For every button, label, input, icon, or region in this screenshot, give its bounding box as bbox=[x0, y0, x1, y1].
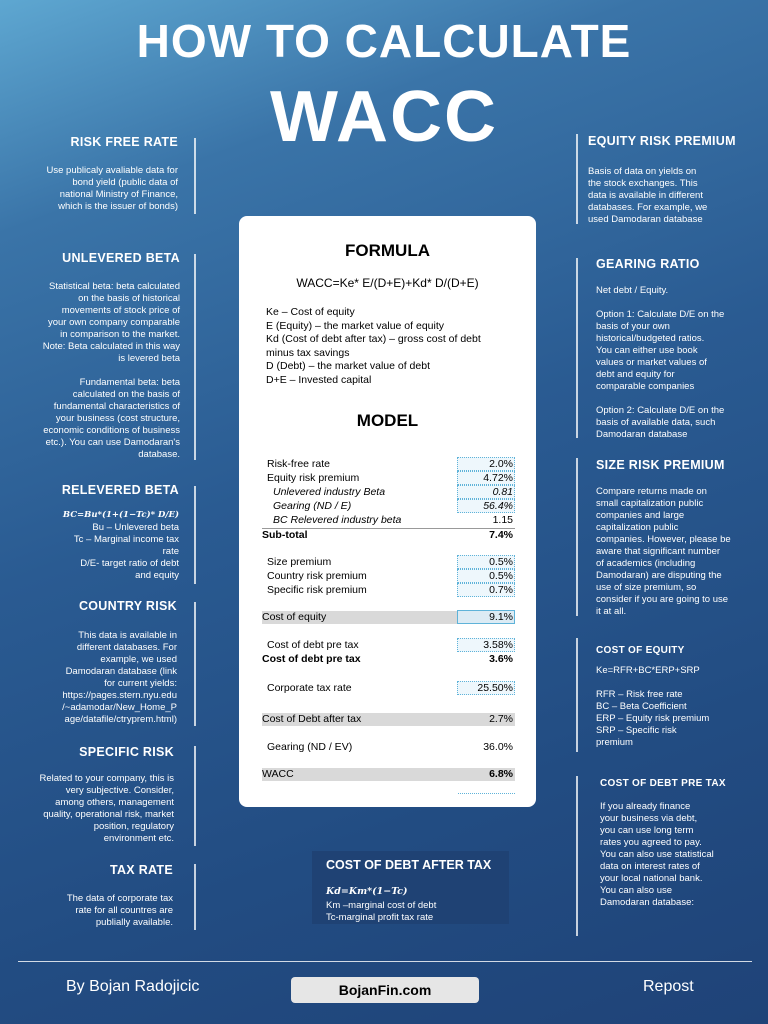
section-country-risk bbox=[20, 599, 177, 726]
table-row bbox=[262, 500, 515, 513]
row-value: 9.1% bbox=[489, 611, 513, 623]
divider bbox=[194, 254, 196, 460]
table-row bbox=[262, 514, 515, 527]
row-label: Unlevered industry Beta bbox=[273, 486, 386, 498]
divider bbox=[194, 602, 196, 726]
section-tax-rate bbox=[20, 863, 173, 929]
section-title: EQUITY RISK PREMIUM bbox=[588, 134, 736, 148]
wacc-formula: WACC=Ke* E/(D+E)+Kd* D/(D+E) bbox=[296, 276, 479, 290]
dotted-cell-border bbox=[458, 793, 515, 794]
divider bbox=[576, 258, 578, 438]
row-value: 0.5% bbox=[489, 556, 513, 568]
section-text: If you already finance your business via debt, you can use long term rates you agreed to pay. You can also use statistical data on interest rates of your local national bank. You can also use Damodaran database: bbox=[600, 801, 714, 908]
section-title: SPECIFIC RISK bbox=[79, 745, 174, 759]
table-row-wacc bbox=[262, 768, 515, 781]
section-title: RELEVERED BETA bbox=[61, 483, 179, 497]
table-row bbox=[262, 458, 515, 471]
section-cost-of-equity bbox=[596, 645, 761, 749]
section-cost-of-debt-after-tax bbox=[312, 851, 509, 924]
page-title-line1: HOW TO CALCULATE bbox=[136, 15, 632, 67]
row-label: Cost of debt pre tax bbox=[262, 653, 361, 665]
row-value: 2.7% bbox=[489, 713, 513, 725]
divider bbox=[194, 746, 196, 846]
formula-model-card bbox=[239, 216, 536, 807]
section-text: Net debt / Equity. Option 1: Calculate D/E on the basis of your own historical/budgeted ratios. You can either use book values or market values of debt and equity for comparable companies Option 2: Calculate D/E on the basis of available data, such Damodaran database bbox=[596, 285, 725, 440]
cod-after-tax-formula: Kd=Km*(1−Tc) bbox=[326, 886, 408, 897]
section-title: UNLEVERED BETA bbox=[62, 251, 180, 265]
table-row bbox=[262, 472, 515, 485]
table-row bbox=[262, 639, 515, 652]
row-value: 0.5% bbox=[489, 570, 513, 582]
row-label: Specific risk premium bbox=[267, 584, 367, 596]
section-text: Compare returns made on small capitalization public companies and large capitalization public companies. However, please be aware that significant number of academics (including Damodaran) are disputing the use of size premium, so consider if you are going to use it at all. bbox=[596, 486, 731, 617]
section-text: This data is available in different databases. For example, we used Damodaran database (link for current yields: https://pages.stern.nyu.edu /~adamodar/New_Home_P age/datafile/ctryprem.html) bbox=[62, 630, 177, 725]
section-title: COST OF DEBT AFTER TAX bbox=[326, 858, 492, 872]
row-value: 25.50% bbox=[477, 682, 513, 694]
section-risk-free-rate bbox=[20, 135, 178, 213]
row-label: Cost of debt pre tax bbox=[267, 639, 359, 651]
table-row bbox=[262, 584, 515, 597]
table-row bbox=[262, 653, 515, 666]
row-value: 2.0% bbox=[489, 458, 513, 470]
section-title: SIZE RISK PREMIUM bbox=[596, 458, 725, 472]
section-title: COST OF DEBT PRE TAX bbox=[600, 778, 726, 789]
table-row bbox=[262, 570, 515, 583]
section-specific-risk bbox=[20, 745, 174, 845]
section-title: TAX RATE bbox=[109, 863, 173, 877]
row-label: Gearing (ND / E) bbox=[273, 500, 352, 512]
row-value: 36.0% bbox=[483, 741, 513, 753]
section-unlevered-beta bbox=[20, 251, 180, 461]
row-label: BC Relevered industry beta bbox=[273, 514, 402, 526]
table-row bbox=[262, 486, 515, 499]
section-text: Ke=RFR+BC*ERP+SRP RFR – Risk free rate BC – Beta Coefficient ERP – Equity risk premium SRP – Specific risk premium bbox=[596, 665, 710, 748]
row-label: WACC bbox=[262, 768, 294, 780]
row-value: 56.4% bbox=[483, 500, 513, 512]
section-text: Basis of data on yields on the stock exchanges. This data is available in different databases. For example, we used Damodaran database bbox=[588, 166, 708, 225]
divider bbox=[194, 864, 196, 930]
section-gearing-ratio bbox=[596, 257, 761, 441]
website-link[interactable]: BojanFin.com bbox=[291, 977, 479, 1003]
footer-divider bbox=[18, 961, 752, 962]
section-equity-risk-premium bbox=[588, 134, 758, 226]
author-credit: By Bojan Radojicic bbox=[66, 978, 200, 995]
section-title: RISK FREE RATE bbox=[70, 135, 178, 149]
section-size-risk-premium bbox=[596, 458, 761, 618]
table-row-cost-of-equity bbox=[262, 611, 515, 624]
row-label: Country risk premium bbox=[267, 570, 367, 582]
row-label: Size premium bbox=[267, 556, 332, 568]
divider bbox=[576, 458, 578, 616]
table-row bbox=[262, 741, 515, 754]
section-text: Related to your company, this is very subjective. Consider, among others, management quality, operational risk, market position, regulatory environment etc. bbox=[39, 773, 174, 844]
page-title-line2: WACC bbox=[270, 77, 498, 157]
section-text: Tc-marginal profit tax rate bbox=[326, 912, 434, 923]
formula-heading: FORMULA bbox=[345, 241, 430, 260]
table-row bbox=[262, 682, 515, 695]
formula-definitions: Ke – Cost of equity E (Equity) – the market value of equity Kd (Cost of debt after tax) – gross cost of debt minus tax savings D (Debt) – the market value of debt D+E – Invested capital bbox=[266, 306, 481, 386]
row-label: Cost of Debt after tax bbox=[262, 713, 362, 725]
repost-button[interactable]: Repost bbox=[643, 978, 694, 995]
row-value: 7.4% bbox=[489, 529, 513, 541]
divider bbox=[576, 638, 578, 752]
model-heading: MODEL bbox=[356, 411, 419, 430]
row-label: Cost of equity bbox=[262, 611, 327, 623]
table-row-cost-of-debt-after-tax bbox=[262, 713, 515, 726]
row-value: 3.58% bbox=[483, 639, 513, 651]
row-value: 4.72% bbox=[483, 472, 513, 484]
relevered-beta-formula: BC=Bu*(1+(1−Tc)* D/E) bbox=[62, 510, 179, 520]
row-label: Sub-total bbox=[262, 529, 308, 541]
section-relevered-beta bbox=[20, 483, 179, 582]
row-value: 3.6% bbox=[489, 653, 513, 665]
table-row bbox=[262, 556, 515, 569]
section-text: The data of corporate tax rate for all countres are publially available. bbox=[66, 893, 173, 928]
section-title: COUNTRY RISK bbox=[78, 599, 177, 613]
divider bbox=[576, 776, 578, 936]
section-text: Bu – Unlevered beta Tc – Marginal income tax rate D/E- target ratio of debt and equity bbox=[73, 522, 179, 581]
section-text: Use publicaly avaliable data for bond yield (public data of national Ministry of Finance, which is the issuer of bonds) bbox=[46, 165, 178, 212]
row-label: Corporate tax rate bbox=[267, 682, 352, 694]
section-text: Statistical beta: beta calculated on the basis of historical movements of stock price of your own company comparable in comparison to the market. Note: Beta calculated in this way is levered beta Fundamental beta: beta calculated on the basis of fundamental characteristics of your business (cost structure, economic conditions of business etc.). You can use Damodaran's database. bbox=[42, 281, 180, 460]
section-cost-of-debt-pre-tax bbox=[600, 778, 760, 909]
divider bbox=[576, 134, 578, 224]
row-value: 0.7% bbox=[489, 584, 513, 596]
divider bbox=[194, 138, 196, 214]
section-title: GEARING RATIO bbox=[596, 257, 700, 271]
row-value: 1.15 bbox=[492, 514, 513, 526]
row-label: Risk-free rate bbox=[267, 458, 331, 470]
table-row-subtotal bbox=[262, 528, 515, 541]
section-text: Km –marginal cost of debt bbox=[326, 900, 437, 911]
row-value: 0.81 bbox=[492, 486, 513, 498]
row-label: Equity risk premium bbox=[267, 472, 360, 484]
row-label: Gearing (ND / EV) bbox=[267, 741, 353, 753]
section-title: COST OF EQUITY bbox=[596, 645, 685, 656]
divider bbox=[194, 486, 196, 584]
row-value: 6.8% bbox=[489, 768, 513, 780]
